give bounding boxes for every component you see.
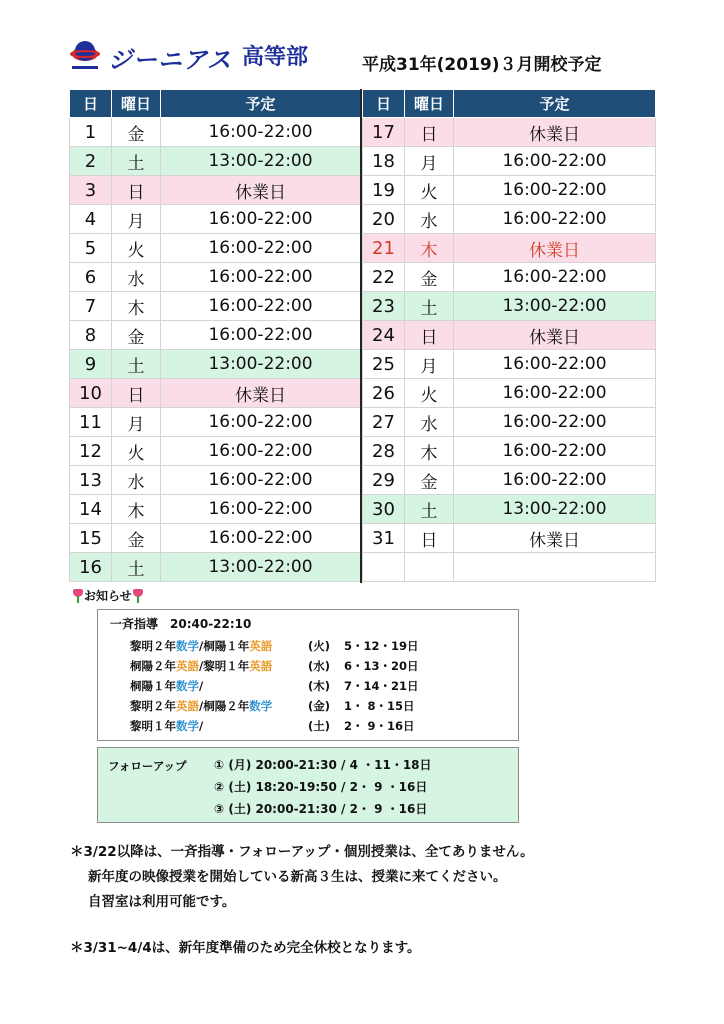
plan-cell: 13:00-22:00 xyxy=(161,147,361,176)
tulip-icon xyxy=(132,589,144,603)
calendar-row xyxy=(363,176,656,205)
day-cell: 29 xyxy=(363,466,405,495)
weekday-cell: 金 xyxy=(405,466,454,495)
weekday-cell: 木 xyxy=(112,292,161,321)
calendar-row xyxy=(70,234,361,263)
calendar-row xyxy=(363,234,656,263)
plan-cell: 16:00-22:00 xyxy=(161,205,361,234)
notice-label: お知らせ xyxy=(84,589,132,603)
day-cell: 12 xyxy=(70,437,112,466)
calendar-row xyxy=(70,466,361,495)
weekday-cell: 火 xyxy=(112,437,161,466)
plan-cell: 休業日 xyxy=(454,234,656,263)
calendar-row xyxy=(70,408,361,437)
plan-cell: 16:00-22:00 xyxy=(161,524,361,553)
weekday-cell: 月 xyxy=(405,147,454,176)
lecture-weekday: (木) xyxy=(308,679,331,693)
day-cell: 28 xyxy=(363,437,405,466)
lecture-dates: 1・ 8・15日 xyxy=(344,699,415,713)
day-cell: 15 xyxy=(70,524,112,553)
lecture-dates: 2・ 9・16日 xyxy=(344,719,415,733)
class-name: 黎明２年 xyxy=(130,699,176,713)
weekday-cell: 水 xyxy=(112,263,161,292)
weekday-cell: 土 xyxy=(405,495,454,524)
weekday-cell: 日 xyxy=(112,176,161,205)
weekday-cell: 金 xyxy=(405,263,454,292)
lecture-dates: 6・13・20日 xyxy=(344,659,419,673)
subject-name: 数学 xyxy=(249,699,273,713)
lecture-row xyxy=(130,658,419,674)
class-name: / xyxy=(199,719,204,733)
plan-cell: 16:00-22:00 xyxy=(161,408,361,437)
weekday-cell xyxy=(405,553,454,582)
day-cell: 13 xyxy=(70,466,112,495)
weekday-cell: 火 xyxy=(112,234,161,263)
plan-cell: 16:00-22:00 xyxy=(454,379,656,408)
plan-cell: 16:00-22:00 xyxy=(161,437,361,466)
class-name: /黎明１年 xyxy=(199,659,250,673)
calendar-row xyxy=(363,408,656,437)
page-title: 平成31年(2019)３月開校予定 xyxy=(362,55,602,75)
lecture-title: 一斉指導 20:40-22:10 xyxy=(110,617,252,631)
plan-cell: 16:00-22:00 xyxy=(161,292,361,321)
column-header-plan: 予定 xyxy=(161,90,361,118)
weekday-cell: 土 xyxy=(405,292,454,321)
day-cell: 20 xyxy=(363,205,405,234)
subject-name: 数学 xyxy=(176,639,199,653)
logo-emblem-icon xyxy=(70,36,100,72)
calendar-row xyxy=(70,437,361,466)
weekday-cell: 木 xyxy=(405,437,454,466)
weekday-cell: 土 xyxy=(112,350,161,379)
plan-cell: 13:00-22:00 xyxy=(454,495,656,524)
lecture-weekday: (金) xyxy=(308,699,331,713)
calendar-row xyxy=(70,205,361,234)
lecture-weekday: (土) xyxy=(308,719,331,733)
plan-cell: 16:00-22:00 xyxy=(454,466,656,495)
day-cell: 25 xyxy=(363,350,405,379)
class-name: /桐陽２年 xyxy=(199,699,250,713)
calendar-row xyxy=(70,263,361,292)
plan-cell: 13:00-22:00 xyxy=(161,350,361,379)
lecture-dates: 5・12・19日 xyxy=(344,639,419,653)
plan-cell: 16:00-22:00 xyxy=(454,350,656,379)
followup-row: ③ (土) 20:00-21:30 / 2・ 9 ・16日 xyxy=(214,802,428,816)
calendar-row xyxy=(363,466,656,495)
weekday-cell: 水 xyxy=(112,466,161,495)
calendar-row xyxy=(363,292,656,321)
day-cell: 7 xyxy=(70,292,112,321)
lecture-row xyxy=(130,678,419,694)
class-name: / xyxy=(199,679,204,693)
day-cell: 3 xyxy=(70,176,112,205)
calendar-row xyxy=(70,147,361,176)
followup-box xyxy=(97,747,519,823)
day-cell: 24 xyxy=(363,321,405,350)
lecture-row xyxy=(130,698,415,714)
lecture-dates: 7・14・21日 xyxy=(344,679,419,693)
day-cell: 19 xyxy=(363,176,405,205)
lecture-row xyxy=(130,718,415,734)
lecture-subjects xyxy=(130,678,308,694)
lecture-subjects xyxy=(130,698,308,714)
weekday-cell: 木 xyxy=(405,234,454,263)
weekday-cell: 火 xyxy=(405,176,454,205)
subject-name: 英語 xyxy=(249,659,273,673)
day-cell: 23 xyxy=(363,292,405,321)
calendar-row xyxy=(70,553,361,582)
calendar-row xyxy=(363,553,656,582)
school-logo xyxy=(70,34,320,78)
note-1-line-1: ＊3/22以降は、一斉指導・フォローアップ・個別授業は、全てありません。 xyxy=(70,844,534,860)
plan-cell: 16:00-22:00 xyxy=(454,205,656,234)
day-cell: 27 xyxy=(363,408,405,437)
plan-cell: 16:00-22:00 xyxy=(161,234,361,263)
calendar-row xyxy=(363,263,656,292)
followup-row: ① (月) 20:00-21:30 / 4 ・11・18日 xyxy=(214,758,432,772)
logo-brand-text: ジーニアス xyxy=(108,46,233,74)
subject-name: 英語 xyxy=(176,659,199,673)
day-cell: 4 xyxy=(70,205,112,234)
column-header-weekday: 曜日 xyxy=(405,90,454,118)
calendar-row xyxy=(70,118,361,147)
subject-name: 数学 xyxy=(176,719,199,733)
calendar-row xyxy=(363,379,656,408)
plan-cell: 16:00-22:00 xyxy=(161,118,361,147)
day-cell: 26 xyxy=(363,379,405,408)
calendar-row xyxy=(363,205,656,234)
calendar-row xyxy=(70,176,361,205)
calendar-row xyxy=(70,379,361,408)
day-cell: 10 xyxy=(70,379,112,408)
weekday-cell: 日 xyxy=(405,524,454,553)
calendar-table-left xyxy=(69,89,361,582)
plan-cell: 13:00-22:00 xyxy=(454,292,656,321)
day-cell: 31 xyxy=(363,524,405,553)
day-cell: 17 xyxy=(363,118,405,147)
day-cell: 6 xyxy=(70,263,112,292)
plan-cell: 16:00-22:00 xyxy=(161,495,361,524)
day-cell: 30 xyxy=(363,495,405,524)
lecture-weekday: (水) xyxy=(308,659,331,673)
class-name: 桐陽２年 xyxy=(130,659,176,673)
plan-cell xyxy=(454,553,656,582)
plan-cell: 休業日 xyxy=(161,176,361,205)
calendar-row xyxy=(363,524,656,553)
class-name: /桐陽１年 xyxy=(199,639,250,653)
subject-name: 英語 xyxy=(249,639,273,653)
plan-cell: 16:00-22:00 xyxy=(161,466,361,495)
plan-cell: 16:00-22:00 xyxy=(454,437,656,466)
calendar-row xyxy=(70,292,361,321)
weekday-cell: 土 xyxy=(112,147,161,176)
calendar-row xyxy=(70,321,361,350)
subject-name: 英語 xyxy=(176,699,199,713)
day-cell: 5 xyxy=(70,234,112,263)
class-name: 桐陽１年 xyxy=(130,679,176,693)
weekday-cell: 月 xyxy=(112,408,161,437)
followup-label: フォローアップ xyxy=(108,759,187,773)
calendar-row xyxy=(363,437,656,466)
day-cell: 21 xyxy=(363,234,405,263)
weekday-cell: 月 xyxy=(405,350,454,379)
calendar-row xyxy=(70,495,361,524)
weekday-cell: 日 xyxy=(112,379,161,408)
plan-cell: 休業日 xyxy=(454,524,656,553)
weekday-cell: 月 xyxy=(112,205,161,234)
plan-cell: 16:00-22:00 xyxy=(161,263,361,292)
day-cell: 22 xyxy=(363,263,405,292)
followup-row: ② (土) 18:20-19:50 / 2・ 9 ・16日 xyxy=(214,780,428,794)
day-cell: 14 xyxy=(70,495,112,524)
plan-cell: 13:00-22:00 xyxy=(161,553,361,582)
plan-cell: 休業日 xyxy=(454,118,656,147)
calendar-row xyxy=(363,147,656,176)
column-header-plan: 予定 xyxy=(454,90,656,118)
lecture-subjects xyxy=(130,718,308,734)
weekday-cell: 水 xyxy=(405,205,454,234)
logo-department: 高等部 xyxy=(242,45,309,70)
subject-name: 数学 xyxy=(176,679,199,693)
plan-cell: 16:00-22:00 xyxy=(454,408,656,437)
calendar-table-right xyxy=(362,89,656,582)
day-cell: 16 xyxy=(70,553,112,582)
note-1-line-2: 新年度の映像授業を開始している新高３生は、授業に来てください。 xyxy=(88,869,507,885)
plan-cell: 16:00-22:00 xyxy=(454,176,656,205)
calendar-row xyxy=(363,118,656,147)
weekday-cell: 火 xyxy=(405,379,454,408)
lecture-row xyxy=(130,638,419,654)
class-name: 黎明１年 xyxy=(130,719,176,733)
plan-cell: 休業日 xyxy=(454,321,656,350)
note-1-line-3: 自習室は利用可能です。 xyxy=(88,894,236,910)
lecture-weekday: (火) xyxy=(308,639,331,653)
weekday-cell: 土 xyxy=(112,553,161,582)
tulip-icon xyxy=(72,589,84,603)
calendar-header-row xyxy=(363,90,656,118)
calendar-row xyxy=(363,495,656,524)
day-cell: 1 xyxy=(70,118,112,147)
day-cell: 9 xyxy=(70,350,112,379)
lecture-schedule-box xyxy=(97,609,519,741)
day-cell: 2 xyxy=(70,147,112,176)
column-header-day: 日 xyxy=(363,90,405,118)
calendar-row xyxy=(363,321,656,350)
day-cell: 11 xyxy=(70,408,112,437)
day-cell xyxy=(363,553,405,582)
weekday-cell: 金 xyxy=(112,524,161,553)
class-name: 黎明２年 xyxy=(130,639,176,653)
calendar-body-left xyxy=(70,118,361,582)
weekday-cell: 日 xyxy=(405,321,454,350)
column-header-weekday: 曜日 xyxy=(112,90,161,118)
calendar-row xyxy=(70,524,361,553)
calendar-row xyxy=(363,350,656,379)
weekday-cell: 日 xyxy=(405,118,454,147)
plan-cell: 休業日 xyxy=(161,379,361,408)
lecture-subjects xyxy=(130,658,308,674)
plan-cell: 16:00-22:00 xyxy=(454,263,656,292)
weekday-cell: 水 xyxy=(405,408,454,437)
plan-cell: 16:00-22:00 xyxy=(454,147,656,176)
weekday-cell: 金 xyxy=(112,118,161,147)
note-2: ＊3/31~4/4は、新年度準備のため完全休校となります。 xyxy=(70,940,421,956)
lecture-subjects xyxy=(130,638,308,654)
calendar-body-right xyxy=(363,118,656,582)
calendar-header-row xyxy=(70,90,361,118)
weekday-cell: 木 xyxy=(112,495,161,524)
plan-cell: 16:00-22:00 xyxy=(161,321,361,350)
day-cell: 18 xyxy=(363,147,405,176)
column-header-day: 日 xyxy=(70,90,112,118)
notice-heading xyxy=(72,587,144,604)
calendar-row xyxy=(70,350,361,379)
weekday-cell: 金 xyxy=(112,321,161,350)
day-cell: 8 xyxy=(70,321,112,350)
